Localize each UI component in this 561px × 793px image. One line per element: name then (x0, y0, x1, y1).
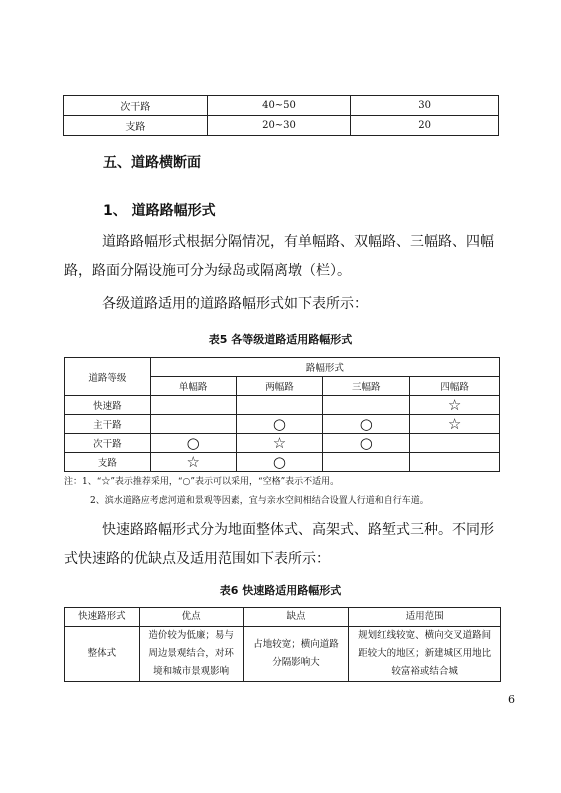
circle-icon: ○ (323, 415, 410, 434)
table-header-cell: 适用范围 (349, 608, 501, 627)
row-label: 次干路 (65, 434, 151, 453)
row-label: 支路 (65, 453, 151, 472)
page-number: 6 (508, 693, 515, 706)
table-header-cell: 两幅路 (236, 377, 323, 396)
table-cell: 20 (351, 116, 499, 136)
circle-icon: ○ (323, 434, 410, 453)
table-cell: 整体式 (65, 627, 140, 682)
circle-icon: ○ (236, 453, 323, 472)
table6-caption: 表6 快速路适用路幅形式 (219, 584, 342, 597)
paragraph-text: 快速路路幅形式分为地面整体式、高架式、路堑式三种。不同形式快速路的优缺点及适用范围如下表所示： (64, 522, 494, 567)
table-row (64, 116, 499, 136)
star-icon: ☆ (410, 415, 500, 434)
subsection-heading: 1、 道路路幅形式 (103, 203, 216, 219)
table-row (65, 434, 500, 453)
table-cell: 占地较宽；横向道路分隔影响大 (243, 627, 349, 682)
circle-icon: ○ (236, 415, 323, 434)
table-row (64, 96, 499, 116)
table-row (65, 396, 500, 415)
table-cell: 规划红线较宽、横向交叉道路间距较大的地区；新建城区用地比较富裕或结合城 (349, 627, 501, 682)
paragraph-text: 各级道路适用的道路路幅形式如下表所示： (102, 296, 368, 312)
star-icon: ☆ (236, 434, 323, 453)
table-note: 2、滨水道路应考虑河道和景观等因素，宜与亲水空间相结合设置人行道和自行车道。 (90, 496, 429, 506)
star-icon: ☆ (410, 396, 500, 415)
paragraph-text: 道路路幅形式根据分隔情况，有单幅路、双幅路、三幅路、四幅路，路面分隔设施可分为绿岛或隔离墩（栏）。 (64, 234, 494, 279)
table-header-row (65, 358, 500, 377)
table-row (65, 627, 501, 682)
table-header-cell: 单幅路 (150, 377, 236, 396)
table-row (65, 453, 500, 472)
table6 (64, 607, 501, 682)
table-cell (150, 415, 236, 434)
table-cell (236, 396, 323, 415)
table-header-cell: 快速路形式 (65, 608, 140, 627)
table-cell (410, 434, 500, 453)
paragraph (64, 290, 504, 319)
table-cell (323, 396, 410, 415)
row-label: 主干路 (65, 415, 151, 434)
table-cell: 40~50 (207, 96, 351, 116)
table-header-cell: 四幅路 (410, 377, 500, 396)
table-cell: 支路 (64, 116, 208, 136)
table5-caption: 表5 各等级道路适用路幅形式 (208, 333, 353, 346)
table-cell: 次干路 (64, 96, 208, 116)
table-header-row (65, 608, 501, 627)
table-cell (323, 453, 410, 472)
star-icon: ☆ (150, 453, 236, 472)
paragraph (64, 228, 504, 286)
speed-table (63, 95, 499, 136)
table-row (65, 415, 500, 434)
table-header-cell: 优点 (139, 608, 243, 627)
table-header-cell: 三幅路 (323, 377, 410, 396)
circle-icon: ○ (150, 434, 236, 453)
table-cell: 20~30 (207, 116, 351, 136)
table-cell: 造价较为低廉；易与周边景观结合，对环境和城市景观影响 (139, 627, 243, 682)
section-heading: 五、道路横断面 (103, 155, 201, 171)
table-header-cell: 道路等级 (65, 358, 151, 396)
table-cell (410, 453, 500, 472)
table5 (64, 357, 500, 472)
row-label: 快速路 (65, 396, 151, 415)
table-header-cell: 路幅形式 (150, 358, 499, 377)
table-cell: 30 (351, 96, 499, 116)
table-cell (150, 396, 236, 415)
table-header-cell: 缺点 (243, 608, 349, 627)
table-note: 注：1、“☆”表示推荐采用，“○”表示可以采用，“空格”表示不适用。 (64, 477, 340, 487)
paragraph (64, 516, 504, 574)
